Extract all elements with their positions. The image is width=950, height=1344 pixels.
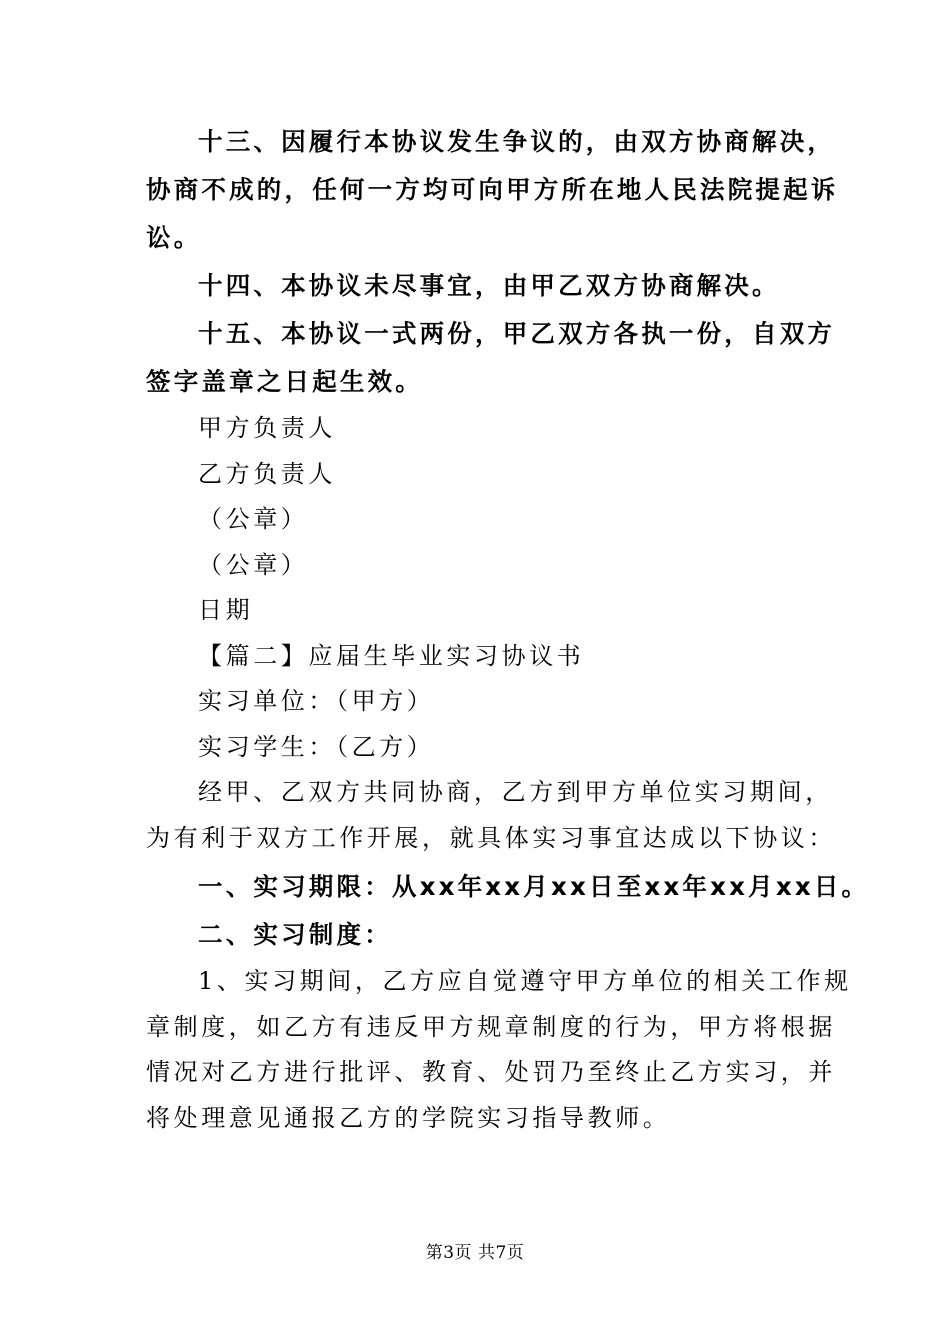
intro-line-1: 经甲、乙双方共同协商，乙方到甲方单位实习期间，: [198, 778, 833, 806]
section-heading: 【篇二】应届生毕业实习协议书: [198, 641, 585, 670]
internship-term: 一、实习期限：从xx年xx月xx日至xx年xx月xx日。: [198, 872, 870, 901]
clause-13-line-3: 讼。: [146, 223, 202, 252]
party-a-representative: 甲方负责人: [198, 414, 336, 442]
item-1-line-1: 1、实习期间，乙方应自觉遵守甲方单位的相关工作规: [198, 967, 852, 995]
page-footer: 第3页 共7页: [425, 1243, 525, 1263]
clause-14: 十四、本协议未尽事宜，由甲乙双方协商解决。: [198, 271, 780, 300]
clause-15-line-2: 签字盖章之日起生效。: [146, 367, 423, 396]
clause-15-line-1: 十五、本协议一式两份，甲乙双方各执一份，自双方: [198, 319, 836, 348]
item-1-line-3: 情况对乙方进行批评、教育、处罚乃至终止乙方实习，并: [146, 1058, 836, 1086]
clause-13-line-2: 协商不成的，任何一方均可向甲方所在地人民法院提起诉: [146, 175, 839, 204]
clause-13-line-1: 十三、因履行本协议发生争议的，由双方协商解决，: [198, 127, 836, 156]
seal-placeholder-1: （公章）: [198, 505, 309, 533]
signature-date: 日期: [198, 596, 254, 624]
party-b-representative: 乙方负责人: [198, 459, 336, 488]
system-heading: 二、实习制度：: [198, 920, 392, 949]
document-body: [146, 118, 870, 1141]
item-1-line-4: 将处理意见通报乙方的学院实习指导教师。: [146, 1103, 671, 1132]
item-1-line-2: 章制度，如乙方有违反甲方规章制度的行为，甲方将根据: [146, 1012, 836, 1041]
internship-student: 实习学生：（乙方）: [198, 732, 435, 761]
intro-line-2: 为有利于双方工作开展，就具体实习事宜达成以下协议：: [146, 823, 836, 852]
internship-unit: 实习单位：（甲方）: [198, 687, 435, 715]
seal-placeholder-2: （公章）: [198, 550, 309, 579]
